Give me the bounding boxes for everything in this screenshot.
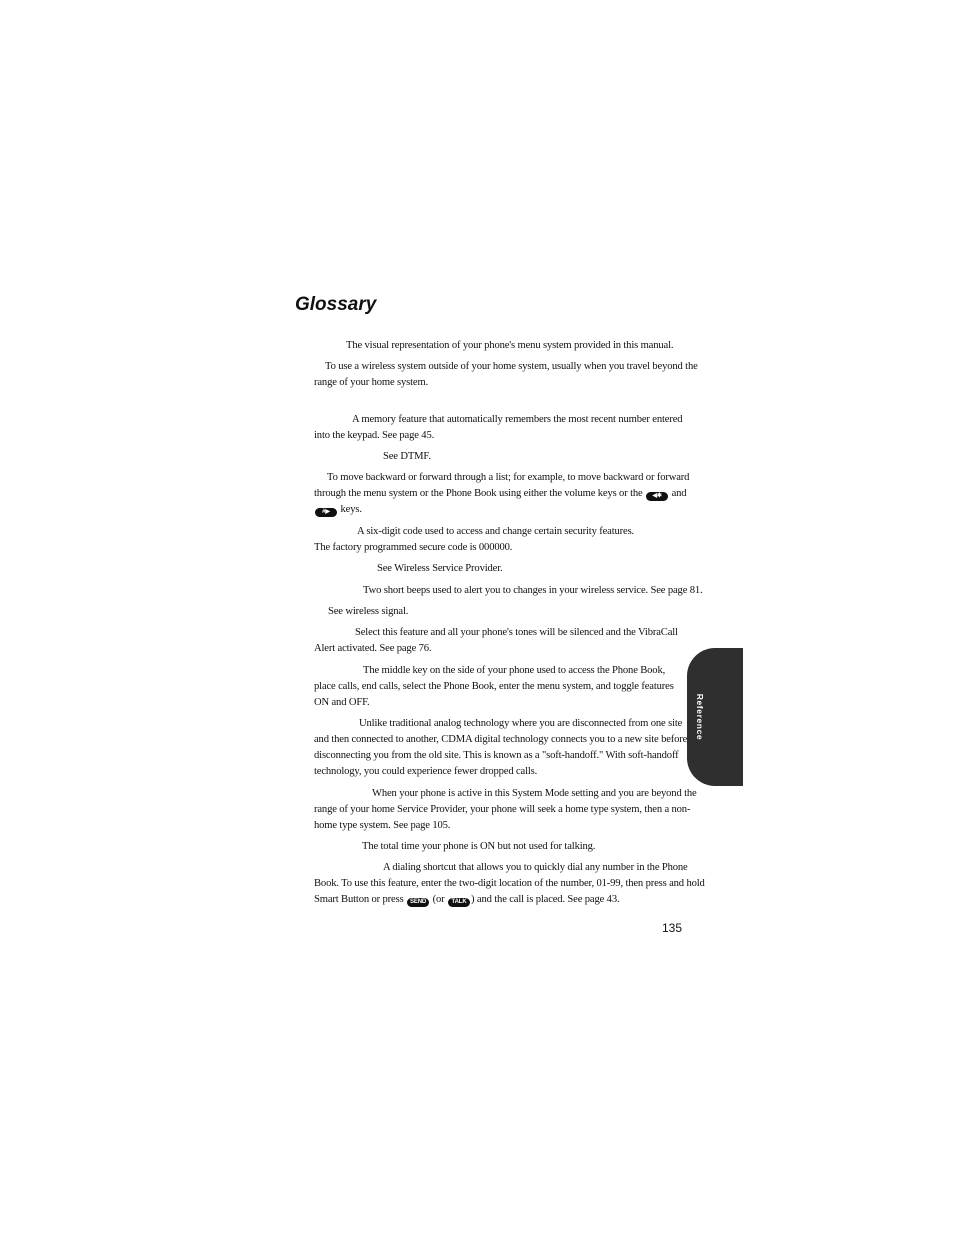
entry-line: A dialing shortcut that allows you to quickly dial any number in the Phone	[383, 862, 688, 873]
entry-line: technology, you could experience fewer dropped calls.	[314, 766, 538, 777]
glossary-entry	[314, 625, 688, 657]
entry-line: See Wireless Service Provider.	[377, 563, 503, 574]
glossary-entry	[314, 470, 688, 518]
glossary-entry	[314, 604, 688, 620]
glossary-entry	[314, 663, 688, 711]
glossary-entry	[314, 338, 688, 354]
entry-line: The visual representation of your phone's menu system provided in this manual.	[346, 340, 674, 351]
entry-line: home type system. See page 105.	[314, 820, 451, 831]
glossary-entry	[314, 524, 688, 556]
send-key-icon: SEND	[407, 898, 429, 907]
talk-key-icon: TALK	[448, 898, 470, 907]
entry-line: range of your home Service Provider, your phone will seek a home type system, then a non-	[314, 804, 691, 815]
section-tab-label: Reference	[695, 693, 705, 741]
entry-line: The middle key on the side of your phone used to access the Phone Book,	[363, 665, 666, 676]
glossary-entry	[314, 412, 688, 444]
entry-line: into the keypad. See page 45.	[314, 430, 435, 441]
entry-line: place calls, end calls, select the Phone Book, enter the menu system, and toggle features	[314, 681, 674, 692]
entry-line: and then connected to another, CDMA digital technology connects you to a new site before	[314, 734, 688, 745]
entry-line: See DTMF.	[383, 451, 431, 462]
entry-line: Book. To use this feature, enter the two-digit location of the number, 01-99, then press and hold	[314, 878, 705, 889]
entry-line: When your phone is active in this System Mode setting and you are beyond the	[372, 788, 697, 799]
entry-line: range of your home system.	[314, 377, 429, 388]
entry-line: The total time your phone is ON but not used for talking.	[362, 841, 596, 852]
glossary-entry	[314, 583, 703, 599]
glossary-entry	[314, 449, 688, 465]
pound-key-icon: #▶	[315, 508, 337, 517]
entry-line: See wireless signal.	[328, 606, 409, 617]
star-key-icon: ◀✱	[646, 492, 668, 501]
entry-line: A memory feature that automatically remembers the most recent number entered	[352, 414, 683, 425]
entry-line: To move backward or forward through a list; for example, to move backward or forward	[327, 472, 690, 483]
glossary-entry	[314, 839, 688, 855]
entry-line: Two short beeps used to alert you to changes in your wireless service. See page 81.	[363, 585, 703, 596]
glossary-entry	[314, 716, 688, 780]
entry-line: A six-digit code used to access and change certain security features.	[357, 526, 635, 537]
entry-line: #▶ keys.	[314, 502, 688, 518]
entry-line: The factory programmed secure code is 000000.	[314, 542, 513, 553]
entry-line: To use a wireless system outside of your home system, usually when you travel beyond the	[325, 361, 698, 372]
entry-line: Unlike traditional analog technology where you are disconnected from one site	[359, 718, 683, 729]
glossary-entry	[314, 786, 697, 834]
glossary-entry	[314, 860, 705, 908]
entry-line: through the menu system or the Phone Book using either the volume keys or the ◀✱ and	[314, 488, 687, 499]
glossary-entry	[314, 359, 698, 391]
entry-line: Select this feature and all your phone's tones will be silenced and the VibraCall	[355, 627, 678, 638]
entry-line: Smart Button or press SEND (or TALK ) and the call is placed. See page 43.	[314, 894, 620, 905]
glossary-entry	[314, 561, 688, 577]
entry-line: disconnecting you from the old site. This is known as a "soft-handoff." With soft-handoff	[314, 750, 679, 761]
page-number: 135	[662, 921, 683, 935]
entry-line: ON and OFF.	[314, 697, 370, 708]
page-title: Glossary	[295, 294, 377, 315]
entry-line: Alert activated. See page 76.	[314, 643, 432, 654]
